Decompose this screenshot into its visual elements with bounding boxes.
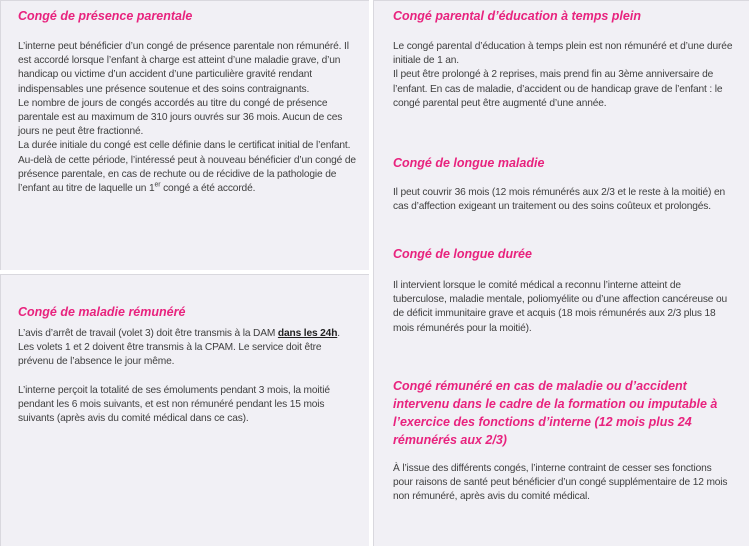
parental-body bbox=[393, 40, 733, 111]
presence-body bbox=[18, 40, 358, 196]
parental-title: Congé parental d’éducation à temps plein bbox=[393, 9, 641, 23]
parental-p1: Le congé parental d’éducation à temps plein est non rémunéré et d’une durée initiale de 1 an. bbox=[393, 41, 733, 67]
presence-p4-sup: er bbox=[154, 181, 161, 189]
longue-duree-p1: Il intervient lorsque le comité médical a reconnu l’interne atteint de tuberculose, maladie mentale, poliomyélite ou d’une affection cancéreuse ou de déficit immunitaire grave et acquis (18 mois rémunérés aux 2/3 plus 18 mois rémunérés pour la moitié). bbox=[393, 280, 728, 334]
presence-p4a: Au-delà de cette période, l’intéressé peut à nouveau bénéficier d’un congé de présence parentale, en cas de rechute ou de récidive de la pathologie de l’enfant au titre de laquelle un 1 bbox=[18, 154, 356, 195]
maladie-p1b: . Les volets 1 et 2 doivent être transmis à la CPAM. Le service doit être prévenu de l’absence le jour même. bbox=[18, 328, 340, 368]
maladie-title: Congé de maladie rémunéré bbox=[18, 305, 186, 319]
presence-p4b: congé a été accordé. bbox=[160, 183, 256, 195]
presence-p4 bbox=[18, 154, 358, 197]
presence-p3: La durée initiale du congé est celle définie dans le certificat initial de l’enfant. bbox=[18, 140, 351, 152]
accident-p1: À l’issue des différents congés, l’interne contraint de cesser ses fonctions pour raisons de santé peut bénéficier d’un congé supplémentaire de 12 mois non rémunéré, après avis du comité médical. bbox=[393, 463, 728, 503]
maladie-p2: L’interne perçoit la totalité de ses émoluments pendant 3 mois, la moitié pendant les 6 mois suivants, et est non rémunéré pendant les 15 mois suivants (après avis du comité médical dans ce cas). bbox=[18, 384, 330, 425]
longue-maladie-p1: Il peut couvrir 36 mois (12 mois rémunérés aux 2/3 et le reste à la moitié) en cas d’affection exigeant un traitement ou des soins coûteux et prolongés. bbox=[393, 187, 725, 213]
longue-maladie-title: Congé de longue maladie bbox=[393, 156, 545, 170]
maladie-p1a: L’avis d’arrêt de travail (volet 3) doit être transmis à la DAM bbox=[18, 328, 278, 339]
maladie-p1 bbox=[18, 327, 358, 370]
maladie-body bbox=[18, 327, 358, 426]
longue-duree-title: Congé de longue durée bbox=[393, 247, 532, 261]
presence-p1: L’interne peut bénéficier d’un congé de présence parentale non rémunéré. Il est accordé lorsque l’enfant à charge est atteint d’une maladie grave, d’un handicap ou victime d’un accident d’une particulière gravité rendant indispensables une présence soutenue et des soins contraignants. bbox=[18, 41, 349, 95]
parental-p2: Il peut être prolongé à 2 reprises, mais prend fin au 3ème anniversaire de l’enfant. En cas de maladie, d’accident ou de handicap grave de l’enfant : le congé parental peut être augmenté d’une année. bbox=[393, 69, 723, 109]
longue-maladie-body bbox=[393, 186, 733, 214]
accident-body bbox=[393, 462, 733, 505]
presence-title: Congé de présence parentale bbox=[18, 9, 193, 23]
longue-duree-body bbox=[393, 279, 733, 336]
accident-title: Congé rémunéré en cas de maladie ou d’accident intervenu dans le cadre de la formation ou imputable à l’exercice des fonctions d’interne (12 mois plus 24 rémunérés aux 2/3) bbox=[393, 379, 718, 447]
maladie-delay: dans les 24h bbox=[277, 328, 338, 339]
presence-p2: Le nombre de jours de congés accordés au titre du congé de présence parentale est au maximum de 310 jours ouvrés sur 36 mois. Aucun de ces jours ne peut être fractionné. bbox=[18, 97, 343, 138]
